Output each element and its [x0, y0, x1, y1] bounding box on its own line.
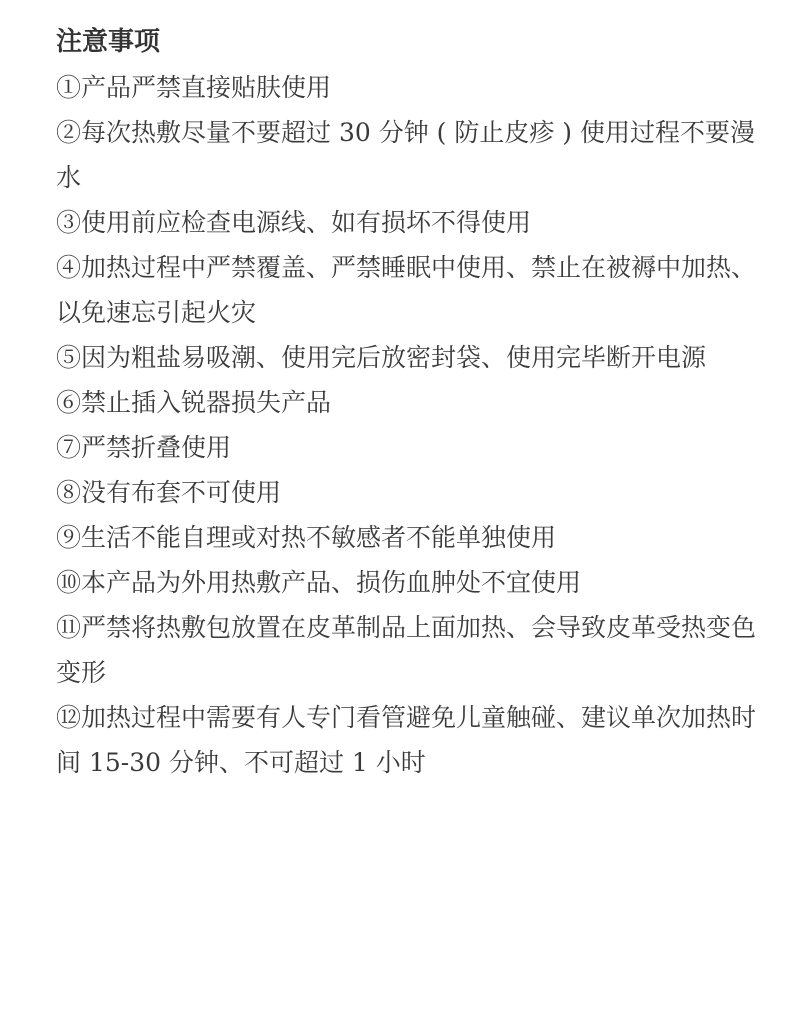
- notice-item-4: ④加热过程中严禁覆盖、严禁睡眠中使用、禁止在被褥中加热、以免速忘引起火灾: [56, 253, 757, 327]
- notice-item-10: ⑩本产品为外用热敷产品、损伤血肿处不宜使用: [56, 568, 582, 597]
- notice-item-3: ③使用前应检查电源线、如有损坏不得使用: [56, 208, 532, 237]
- notice-item-2: ②每次热敷尽量不要超过 30 分钟 ( 防止皮疹 ) 使用过程不要漫水: [56, 118, 756, 192]
- notice-item-8: ⑧没有布套不可使用: [56, 478, 282, 507]
- notice-item-6: ⑥禁止插入锐器损失产品: [56, 388, 332, 417]
- notice-item-9: ⑨生活不能自理或对热不敏感者不能单独使用: [56, 523, 557, 552]
- notice-item-11: ⑪严禁将热敷包放置在皮革制品上面加热、会导致皮革受热变色变形: [56, 613, 757, 687]
- notice-section: [56, 20, 756, 785]
- notice-title: 注意事项: [56, 27, 161, 57]
- notice-item-12: ⑫加热过程中需要有人专门看管避免儿童触碰、建议单次加热时间 15-30 分钟、不可超过 1 小时: [56, 703, 757, 777]
- notice-item-5: ⑤因为粗盐易吸潮、使用完后放密封袋、使用完毕断开电源: [56, 343, 707, 372]
- notice-item-7: ⑦严禁折叠使用: [56, 433, 232, 462]
- notice-list: [56, 65, 756, 785]
- notice-item-1: ①产品严禁直接贴肤使用: [56, 73, 332, 102]
